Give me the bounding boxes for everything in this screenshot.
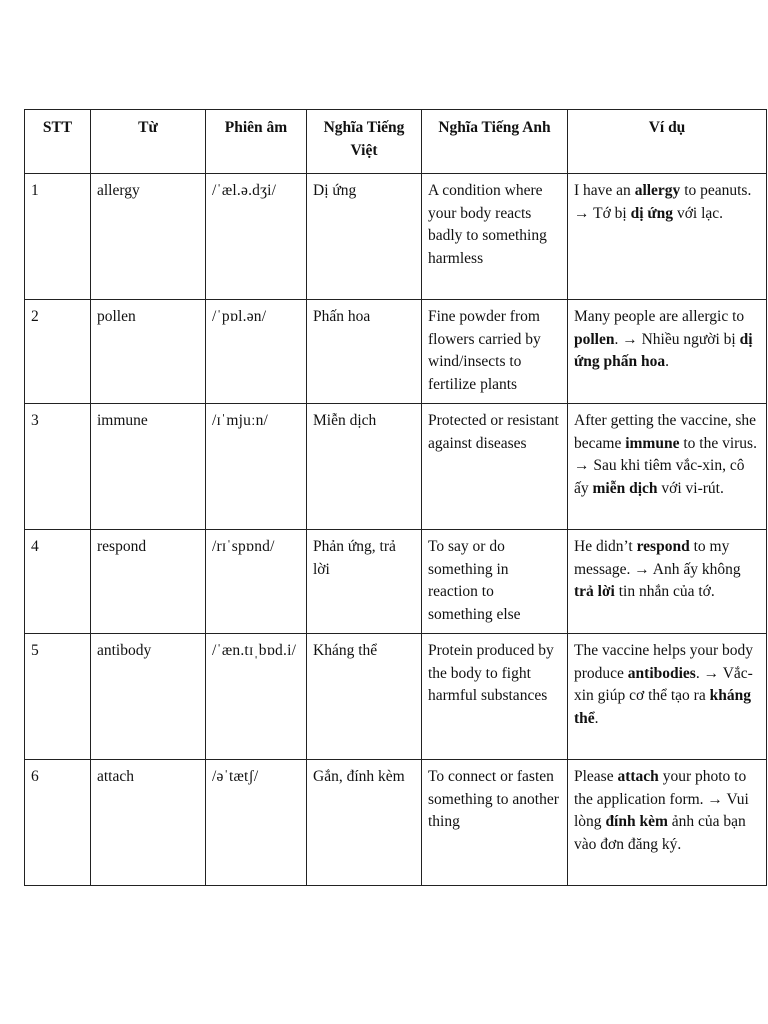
example-keyword: miễn dịch (592, 479, 658, 497)
cell-stt: 5 (25, 634, 91, 760)
example-keyword: immune (625, 434, 680, 452)
example-keyword: kháng thể (574, 687, 751, 727)
example-text: với vi-rút. (657, 479, 724, 497)
cell-vietnamese-meaning: Kháng thể (307, 634, 422, 760)
cell-english-meaning: To connect or fasten something to another thing (422, 760, 568, 886)
example-text: . → Vắc-xin giúp cơ thể tạo ra (574, 664, 753, 704)
cell-english-meaning: Protein produced by the body to fight harmful substances (422, 634, 568, 760)
vocabulary-table (24, 109, 767, 886)
example-text: . (665, 353, 670, 370)
table-header-row (25, 110, 767, 174)
example-keyword: attach (617, 768, 659, 785)
example-text: . (594, 709, 599, 727)
cell-stt: 2 (25, 300, 91, 404)
cell-vietnamese-meaning: Phản ứng, trả lời (307, 530, 422, 634)
example-keyword: dị ứng phấn hoa (574, 330, 753, 370)
example-text: The vaccine helps your body produce (574, 642, 754, 682)
example-text: Please (574, 768, 618, 785)
example-keyword: antibodies (627, 664, 696, 682)
cell-word: antibody (91, 634, 206, 760)
example-text: ảnh của bạn vào đơn đăng ký. (574, 813, 746, 853)
cell-stt: 1 (25, 174, 91, 300)
table-row (25, 634, 767, 760)
cell-word: respond (91, 530, 206, 634)
header-stt: STT (25, 110, 91, 174)
cell-word: allergy (91, 174, 206, 300)
example-keyword: allergy (634, 182, 681, 199)
cell-word: immune (91, 404, 206, 530)
example-keyword: pollen (574, 330, 615, 348)
cell-word: attach (91, 760, 206, 886)
cell-word: pollen (91, 300, 206, 404)
cell-english-meaning: Protected or resistant against diseases (422, 404, 568, 530)
cell-ipa: /ˈæl.ə.dʒi/ (206, 174, 307, 300)
example-text: He didn’t (574, 538, 637, 555)
example-text: với lạc. (673, 204, 724, 222)
cell-ipa: /ɪˈmjuːn/ (206, 404, 307, 530)
cell-english-meaning: A condition where your body reacts badly to something harmless (422, 174, 568, 300)
cell-vietnamese-meaning: Phấn hoa (307, 300, 422, 404)
cell-english-meaning: Fine powder from flowers carried by wind/insects to fertilize plants (422, 300, 568, 404)
cell-stt: 3 (25, 404, 91, 530)
cell-example (568, 174, 767, 300)
cell-vietnamese-meaning: Gắn, đính kèm (307, 760, 422, 886)
table-row (25, 404, 767, 530)
header-example: Ví dụ (568, 110, 767, 174)
cell-ipa: /ˈæn.tɪˌbɒd.i/ (206, 634, 307, 760)
example-text: After getting the vaccine, she became (574, 412, 757, 452)
example-keyword: trả lời (574, 583, 615, 600)
example-text: to peanuts. → Tớ bị (574, 182, 752, 222)
cell-ipa: /rɪˈspɒnd/ (206, 530, 307, 634)
example-keyword: respond (636, 538, 690, 555)
cell-ipa: /əˈtætʃ/ (206, 760, 307, 886)
cell-example (568, 760, 767, 886)
example-text: tin nhắn của tớ. (614, 583, 715, 600)
cell-ipa: /ˈpɒl.ən/ (206, 300, 307, 404)
cell-english-meaning: To say or do something in reaction to something else (422, 530, 568, 634)
header-vietnamese-meaning: Nghĩa Tiếng Việt (307, 110, 422, 174)
cell-vietnamese-meaning: Miễn dịch (307, 404, 422, 530)
cell-vietnamese-meaning: Dị ứng (307, 174, 422, 300)
cell-stt: 6 (25, 760, 91, 886)
example-text: . → Nhiều người bị (614, 330, 740, 348)
header-english-meaning: Nghĩa Tiếng Anh (422, 110, 568, 174)
table-row (25, 174, 767, 300)
example-keyword: đính kèm (605, 813, 668, 830)
example-keyword: dị ứng (630, 204, 674, 222)
example-text: your photo to the application form. → Vui lòng (574, 768, 749, 830)
cell-example (568, 634, 767, 760)
cell-example (568, 300, 767, 404)
example-text: to the virus. → Sau khi tiêm vắc-xin, cô ấy (574, 434, 757, 497)
example-text: to my message. → Anh ấy không (574, 538, 741, 578)
header-ipa: Phiên âm (206, 110, 307, 174)
example-text: Many people are allergic to (574, 308, 745, 325)
cell-example (568, 404, 767, 530)
cell-example (568, 530, 767, 634)
cell-stt: 4 (25, 530, 91, 634)
header-word: Từ (91, 110, 206, 174)
table-row (25, 530, 767, 634)
example-text: I have an (574, 182, 635, 199)
table-row (25, 300, 767, 404)
table-row (25, 760, 767, 886)
